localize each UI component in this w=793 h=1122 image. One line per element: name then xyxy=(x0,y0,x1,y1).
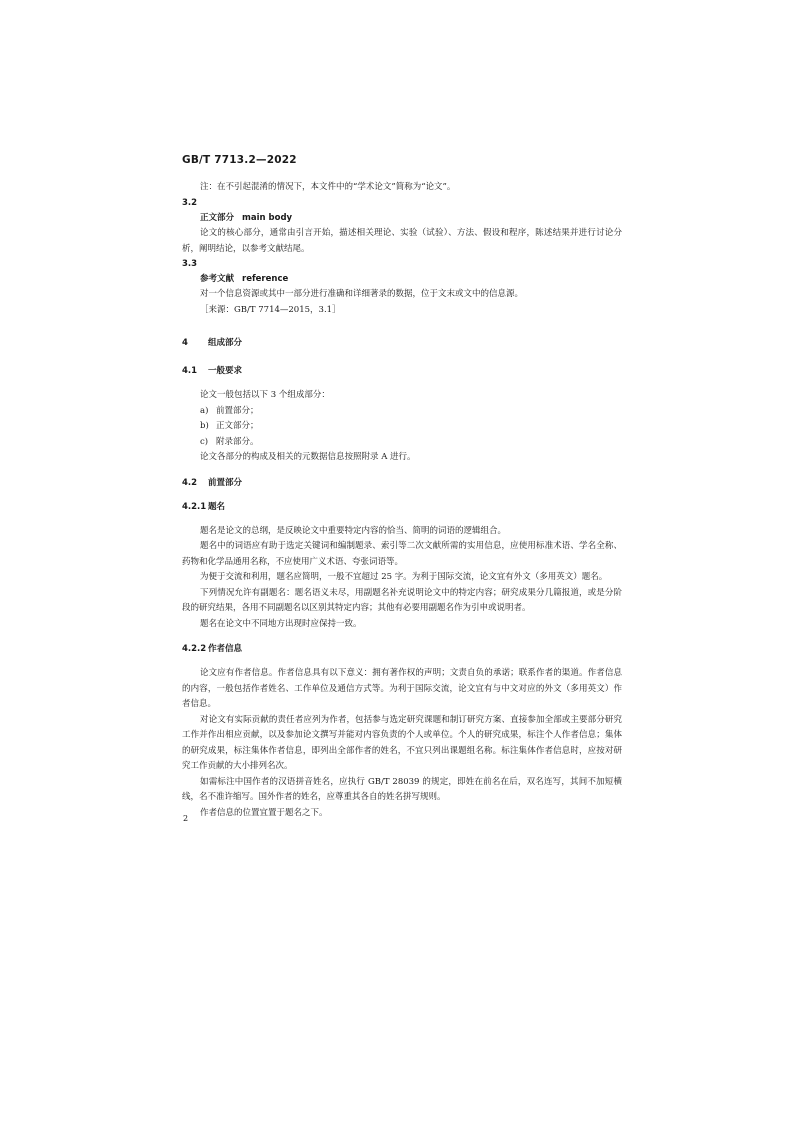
page-number: 2 xyxy=(183,814,189,823)
subsubsection-number: 4.2.2 xyxy=(182,644,207,654)
term-name xyxy=(182,210,622,226)
subsubsection-title: 作者信息 xyxy=(208,644,243,654)
paragraph: 题名是论文的总纲，是反映论文中重要特定内容的恰当、简明的词语的逻辑组合。 xyxy=(200,525,507,536)
paragraph: 论文一般包括以下 3 个组成部分： xyxy=(200,390,330,400)
term-name-cn: 参考文献 xyxy=(200,274,235,284)
subsubsection-number: 4.2.1 xyxy=(182,501,207,512)
paragraph: 下列情况允许有副题名：题名语义未尽，用副题名补充说明论文中的特定内容；研究成果分几篇报道，或是分阶段的研究结果，各用不同副题名以区别其特定内容；其他有必要用副题名作为引申或说明者。 xyxy=(182,587,622,613)
term-source: ［来源：GB/T 7714—2015，3.1］ xyxy=(200,304,341,315)
subsubsection-heading xyxy=(182,642,622,656)
list-label: c) xyxy=(200,436,209,447)
section-number: 4 xyxy=(182,338,188,348)
section-heading xyxy=(182,336,622,350)
term-definition: 对一个信息资源或其中一部分进行准确和详细著录的数据，位于文末或文中的信息源。 xyxy=(200,289,524,299)
term-name-cn: 正文部分 xyxy=(200,213,235,223)
term-number: 3.3 xyxy=(182,259,198,269)
paragraph: 论文应有作者信息。作者信息具有以下意义：拥有著作权的声明；文责自负的承诺；联系作者的渠道。作者信息的内容，一般包括作者姓名、工作单位及通信方式等。为利于国际交流，论文宜有与中文对应的外文（多用英文）作者信息。 xyxy=(182,668,622,709)
paragraph: 为便于交流和利用，题名应简明，一般不宜超过 25 字。为利于国际交流，论文宜有外文（多用英文）题名。 xyxy=(200,572,608,582)
list-item xyxy=(182,419,622,435)
standard-code: GB/T 7713.2—2022 xyxy=(182,154,297,166)
paragraph: 题名在论文中不同地方出现时应保持一致。 xyxy=(200,618,362,629)
paragraph: 对论文有实际贡献的责任者应列为作者，包括参与选定研究课题和制订研究方案、直接参加全部或主要部分研究工作并作出相应贡献，以及参加论文撰写并能对内容负责的个人或单位。个人的研究成果，标注个人作者信息；集体的研究成果，标注集体作者信息，即列出全部作者的姓名，不宜只列出课题组名称。标注集体作者信息时，应按对研究工作贡献的大小排列名次。 xyxy=(182,714,622,771)
subsection-heading xyxy=(182,364,622,378)
term-name xyxy=(182,271,622,287)
section-title: 组成部分 xyxy=(208,338,243,348)
subsection-number: 4.2 xyxy=(182,477,198,488)
list-text: 正文部分； xyxy=(216,421,259,431)
paragraph: 如需标注中国作者的汉语拼音姓名，应执行 GB/T 28039 的规定，即姓在前名在后，双名连写，其间不加短横线，名不准许缩写。国外作者的姓名，应尊重其各自的姓名拼写规则。 xyxy=(182,776,622,802)
subsubsection-title: 题名 xyxy=(208,501,226,512)
note: 注：在不引起混淆的情况下，本文件中的“学术论文”简称为“论文”。 xyxy=(200,182,456,192)
subsection-number: 4.1 xyxy=(182,366,198,376)
term-name-en: main body xyxy=(242,213,293,223)
list-label: b) xyxy=(200,421,209,431)
list-item xyxy=(182,435,622,451)
paragraph: 论文各部分的构成及相关的元数据信息按照附录 A 进行。 xyxy=(200,452,416,462)
term-definition: 论文的核心部分，通常由引言开始，描述相关理论、实验（试验）、方法、假设和程序，陈述结果并进行讨论分析，阐明结论，以参考文献结尾。 xyxy=(182,228,622,254)
term-number: 3.2 xyxy=(182,198,198,208)
subsection-heading xyxy=(182,476,622,490)
subsection-title: 一般要求 xyxy=(208,366,243,376)
list-text: 附录部分。 xyxy=(216,436,259,447)
list-item xyxy=(182,404,622,420)
subsection-title: 前置部分 xyxy=(208,477,243,488)
paragraph: 作者信息的位置宜置于题名之下。 xyxy=(200,807,328,818)
paragraph: 题名中的词语应有助于选定关键词和编制题录、索引等二次文献所需的实用信息，应使用标准术语、学名全称、药物和化学品通用名称，不应使用广义术语、夸张词语等。 xyxy=(182,541,622,567)
page-content xyxy=(182,180,622,821)
list-text: 前置部分； xyxy=(216,405,259,416)
subsubsection-heading xyxy=(182,500,622,514)
list-label: a) xyxy=(200,405,209,416)
term-name-en: reference xyxy=(242,274,289,284)
